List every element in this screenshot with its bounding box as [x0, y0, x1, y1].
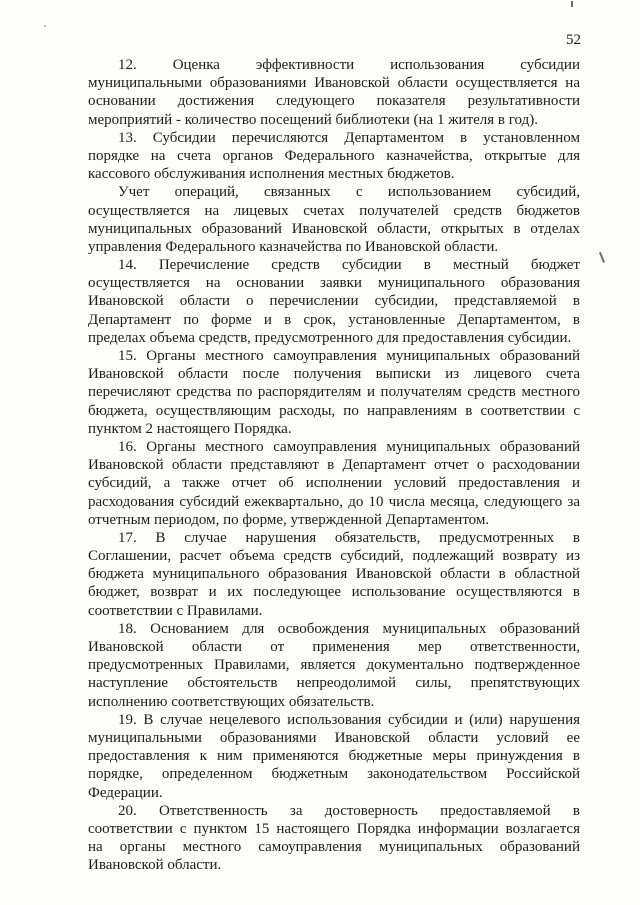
text-line: 12. Оценка эффективности использования субсидии — [118, 57, 580, 73]
paragraph-p17 — [88, 529, 580, 620]
text-line: порядке, определенном бюджетным законодательством Российской — [88, 766, 580, 783]
text-line: субсидий, а также отчет об исполнении условий предоставления и — [88, 475, 580, 492]
text-line: перечисляют средства по распорядителям и получателям средств местного — [88, 384, 580, 401]
text-line: 16. Органы местного самоуправления муниципальных образований — [118, 438, 580, 455]
paragraph-p14 — [88, 256, 580, 347]
text-line: 20. Ответственность за достоверность предоставляемой в — [118, 802, 580, 819]
text-line: муниципальных образований Ивановской области, открытых в отделах — [88, 220, 580, 237]
document-body — [88, 56, 580, 874]
text-line: наступление обстоятельств непреодолимой силы, препятствующих — [88, 675, 580, 692]
text-line: муниципальными образованиями Ивановской области осуществляется на — [88, 75, 580, 92]
paragraph-p15 — [88, 347, 580, 438]
text-line: мероприятий - количество посещений библиотеки (на 1 жителя в год). — [88, 111, 538, 128]
text-line: Ивановской области о перечислении субсидии, представляемой в — [88, 293, 580, 310]
text-line: предоставления к ним применяются бюджетные меры принуждения в — [88, 748, 580, 765]
text-line: основании достижения следующего показателя результативности — [88, 93, 580, 110]
text-line: 15. Органы местного самоуправления муниципальных образований — [118, 348, 580, 364]
text-line: осуществляется на лицевых счетах получателей средств бюджетов — [88, 202, 580, 219]
text-line: соответствии с Правилами. — [88, 602, 263, 619]
text-line: Ивановской области от применения мер ответственности, — [88, 639, 580, 655]
paragraph-p20 — [88, 802, 580, 875]
text-line: Ивановской области. — [88, 857, 222, 874]
text-line: бюджет, возврат и их последующее использование осуществляются в — [88, 584, 580, 601]
paragraph-p12 — [88, 56, 580, 129]
text-line: 17. В случае нарушения обязательств, предусмотренных в — [118, 529, 580, 546]
text-line: Соглашении, расчет объема средств субсидий, подлежащий возврату из — [88, 548, 580, 565]
text-line: соответствии с пунктом 15 настоящего Порядка информации возлагается — [88, 820, 580, 837]
text-line: бюджета муниципального образования Ивановской области в областной — [88, 566, 580, 583]
text-line: управления Федерального казначейства по Ивановской области. — [88, 238, 499, 255]
text-line: 19. В случае нецелевого использования субсидии и (или) нарушения — [118, 711, 580, 728]
text-line: на органы местного самоуправления муниципальных образований — [88, 839, 580, 856]
paragraph-p13 — [88, 129, 580, 184]
text-line: исполнению соответствующих обязательств. — [88, 693, 375, 710]
text-line: отчетным периодом, по форме, утвержденной Департаментом. — [88, 511, 490, 528]
text-line: осуществляется на основании заявки муниципального образования — [88, 275, 580, 292]
text-line: расходования субсидий ежеквартально, до 10 числа месяца, следующего за — [88, 493, 580, 510]
text-line: 18. Основанием для освобождения муниципальных образований — [118, 620, 580, 637]
text-line: бюджета, осуществляющим расходы, по направлениям в соответствии с — [88, 402, 580, 419]
scan-artifact-tick-icon — [571, 1, 573, 7]
paragraph-p19 — [88, 711, 580, 802]
text-line: Департамент по форме и в срок, установленные Департаментом, в — [88, 311, 580, 328]
text-line: Учет операций, связанных с использованием субсидий, — [118, 184, 580, 201]
text-line: 13. Субсидии перечисляются Департаментом в установленном — [118, 129, 580, 146]
scan-artifact-stroke-icon — [599, 252, 605, 263]
paragraph-p16 — [88, 438, 580, 529]
text-line: пределах объема средств, предусмотренного для предоставления субсидии. — [88, 329, 572, 346]
text-line: 14. Перечисление средств субсидии в местный бюджет — [118, 257, 580, 274]
text-line: порядке на счета органов Федерального казначейства, открытые для — [88, 147, 580, 164]
text-line: муниципальными образованиями Ивановской области условий ее — [88, 729, 580, 746]
paragraph-p18 — [88, 620, 580, 711]
text-line: Ивановской области представляют в Департамент отчет о расходовании — [88, 457, 580, 474]
text-line: пунктом 2 настоящего Порядка. — [88, 420, 292, 437]
text-line: Федерации. — [88, 784, 163, 801]
text-line: кассового обслуживания исполнения местных бюджетов. — [88, 166, 455, 183]
page-number: 52 — [566, 32, 581, 48]
scan-artifact-speck-icon — [44, 25, 46, 27]
text-line: предусмотренных Правилами, является документально подтвержденное — [88, 657, 580, 674]
text-line: Ивановской области после получения выписки из лицевого счета — [88, 366, 580, 383]
paragraph-p13-uchet — [88, 183, 580, 256]
